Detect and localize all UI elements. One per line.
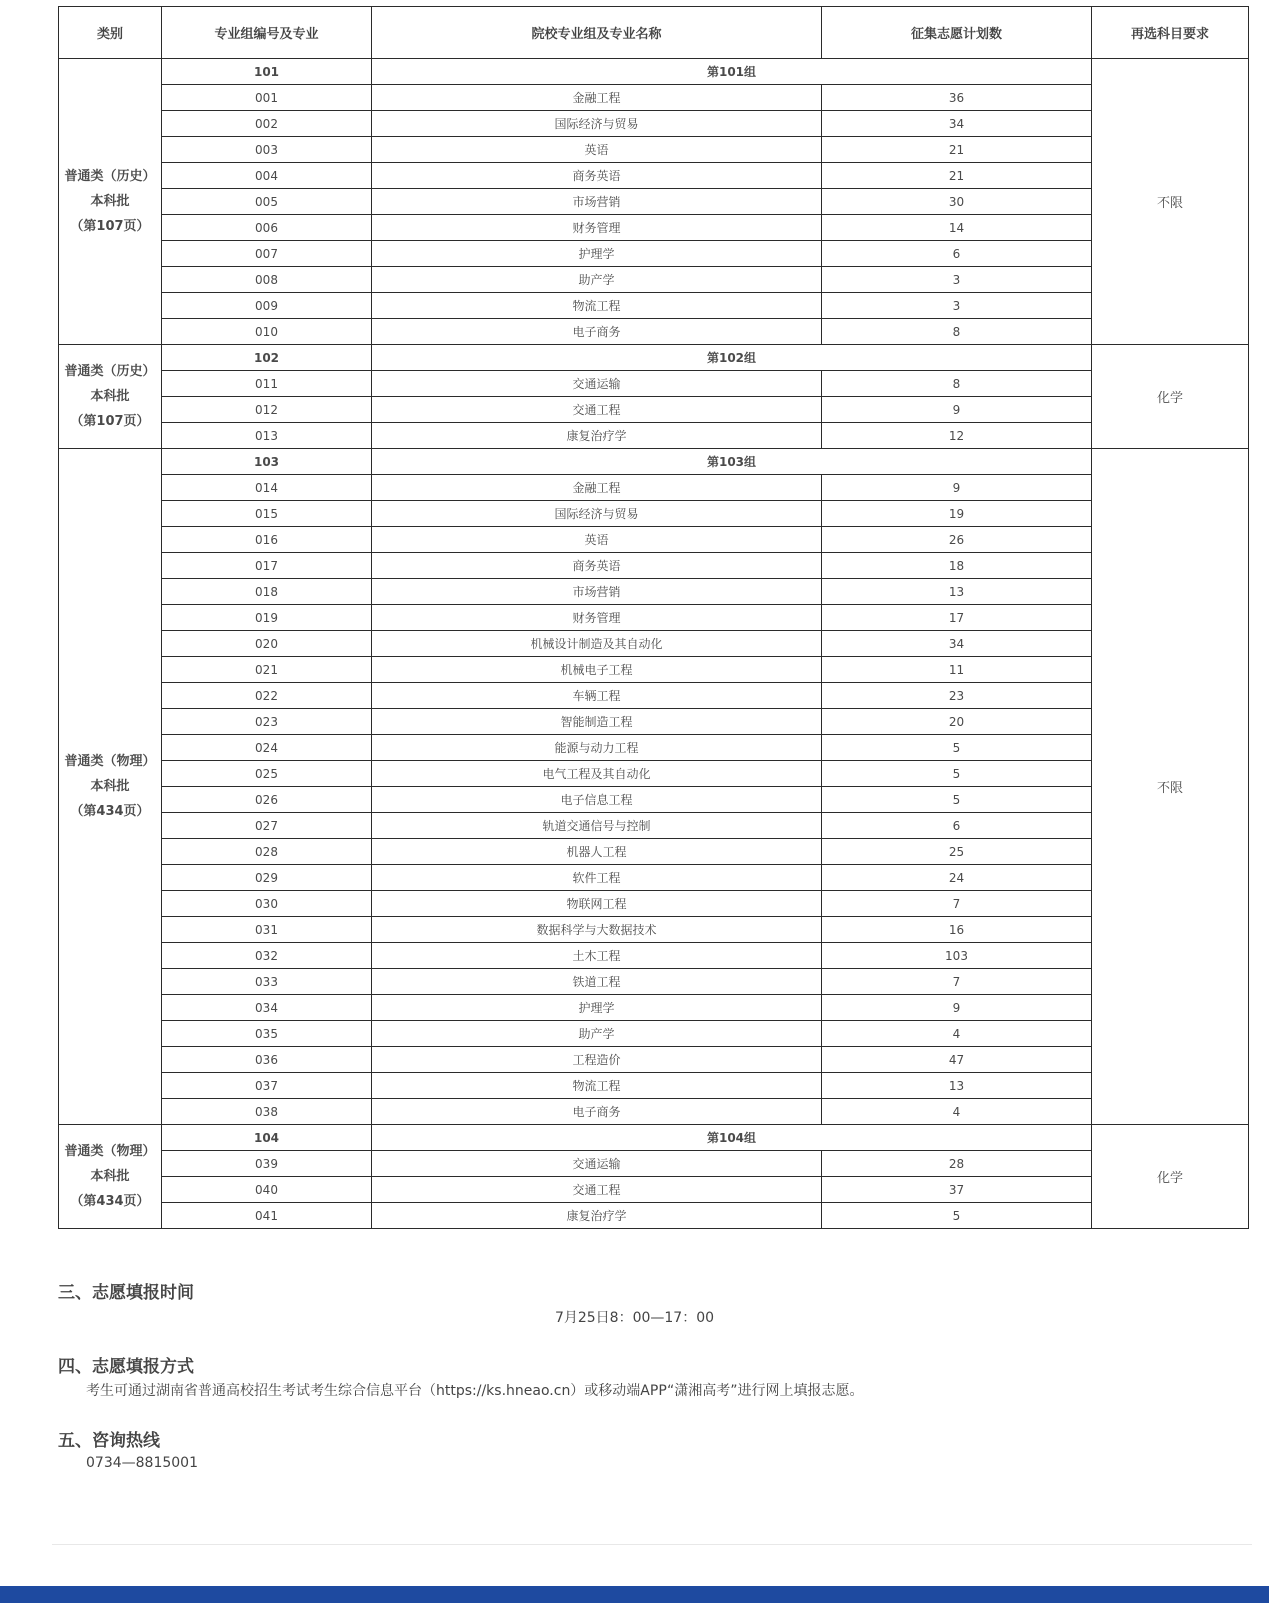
- table-row: [59, 631, 1249, 657]
- group-header-row: [59, 449, 1249, 475]
- major-name: 市场营销: [372, 189, 822, 215]
- group-code: 102: [162, 345, 372, 371]
- plan-count: 5: [822, 787, 1092, 813]
- table-row: [59, 527, 1249, 553]
- category-cell: [59, 1125, 162, 1229]
- table-row: [59, 267, 1249, 293]
- plan-count: 25: [822, 839, 1092, 865]
- plan-count: 3: [822, 293, 1092, 319]
- table-row: [59, 839, 1249, 865]
- subject-requirement: 不限: [1092, 449, 1249, 1125]
- major-name: 软件工程: [372, 865, 822, 891]
- major-name: 英语: [372, 137, 822, 163]
- plan-count: 24: [822, 865, 1092, 891]
- major-name: 智能制造工程: [372, 709, 822, 735]
- major-name: 交通运输: [372, 1151, 822, 1177]
- plan-count: 7: [822, 891, 1092, 917]
- major-name: 市场营销: [372, 579, 822, 605]
- major-code: 033: [162, 969, 372, 995]
- major-name: 金融工程: [372, 85, 822, 111]
- table-row: [59, 813, 1249, 839]
- group-code: 101: [162, 59, 372, 85]
- category-line: 本科批: [90, 389, 130, 404]
- table-row: [59, 215, 1249, 241]
- table-row: [59, 943, 1249, 969]
- category-cell: [59, 345, 162, 449]
- category-line: （第107页）: [70, 219, 150, 234]
- header-major-name: 院校专业组及专业名称: [372, 7, 822, 59]
- plan-count: 47: [822, 1047, 1092, 1073]
- major-code: 039: [162, 1151, 372, 1177]
- major-code: 027: [162, 813, 372, 839]
- plan-count: 16: [822, 917, 1092, 943]
- table-row: [59, 1047, 1249, 1073]
- plan-count: 6: [822, 813, 1092, 839]
- category-cell: [59, 59, 162, 345]
- plan-count: 6: [822, 241, 1092, 267]
- table-row: [59, 969, 1249, 995]
- major-name: 交通工程: [372, 397, 822, 423]
- major-name: 商务英语: [372, 163, 822, 189]
- group-name: 第104组: [372, 1125, 1092, 1151]
- table-header-row: [59, 7, 1249, 59]
- major-name: 铁道工程: [372, 969, 822, 995]
- section-time-text: 7月25日8：00—17：00: [554, 1310, 715, 1326]
- table-row: [59, 137, 1249, 163]
- plan-count: 12: [822, 423, 1092, 449]
- major-code: 032: [162, 943, 372, 969]
- major-name: 财务管理: [372, 215, 822, 241]
- plan-count: 20: [822, 709, 1092, 735]
- major-code: 030: [162, 891, 372, 917]
- group-header-row: [59, 345, 1249, 371]
- table-row: [59, 1151, 1249, 1177]
- major-code: 018: [162, 579, 372, 605]
- header-category: 类别: [59, 7, 162, 59]
- category-line: （第434页）: [70, 1194, 150, 1209]
- major-name: 财务管理: [372, 605, 822, 631]
- plan-count: 7: [822, 969, 1092, 995]
- major-name: 康复治疗学: [372, 423, 822, 449]
- table-body: [59, 59, 1249, 1229]
- major-name: 交通工程: [372, 1177, 822, 1203]
- table-row: [59, 1073, 1249, 1099]
- table-row: [59, 371, 1249, 397]
- table-row: [59, 423, 1249, 449]
- major-name: 能源与动力工程: [372, 735, 822, 761]
- table-row: [59, 787, 1249, 813]
- table-row: [59, 917, 1249, 943]
- major-code: 028: [162, 839, 372, 865]
- category-cell: [59, 449, 162, 1125]
- major-code: 024: [162, 735, 372, 761]
- table-row: [59, 293, 1249, 319]
- plan-count: 3: [822, 267, 1092, 293]
- plan-count: 17: [822, 605, 1092, 631]
- major-code: 007: [162, 241, 372, 267]
- table-row: [59, 657, 1249, 683]
- major-name: 轨道交通信号与控制: [372, 813, 822, 839]
- plan-count: 4: [822, 1021, 1092, 1047]
- major-code: 013: [162, 423, 372, 449]
- major-code: 015: [162, 501, 372, 527]
- category-line: 普通类（物理）: [64, 1144, 156, 1159]
- major-name: 护理学: [372, 995, 822, 1021]
- category-line: 本科批: [90, 1169, 130, 1184]
- category-line: （第107页）: [70, 414, 150, 429]
- table-row: [59, 605, 1249, 631]
- major-name: 电子信息工程: [372, 787, 822, 813]
- header-subject-requirement: 再选科目要求: [1092, 7, 1249, 59]
- major-name: 物流工程: [372, 293, 822, 319]
- table-row: [59, 501, 1249, 527]
- major-code: 014: [162, 475, 372, 501]
- major-code: 020: [162, 631, 372, 657]
- plan-count: 19: [822, 501, 1092, 527]
- major-name: 助产学: [372, 1021, 822, 1047]
- major-name: 机器人工程: [372, 839, 822, 865]
- major-name: 护理学: [372, 241, 822, 267]
- major-name: 机械电子工程: [372, 657, 822, 683]
- major-code: 001: [162, 85, 372, 111]
- category-line: 普通类（历史）: [64, 169, 156, 184]
- major-name: 交通运输: [372, 371, 822, 397]
- major-name: 国际经济与贸易: [372, 501, 822, 527]
- plan-count: 28: [822, 1151, 1092, 1177]
- major-name: 电子商务: [372, 319, 822, 345]
- table-row: [59, 85, 1249, 111]
- category-line: 本科批: [90, 194, 130, 209]
- major-name: 工程造价: [372, 1047, 822, 1073]
- table-row: [59, 1099, 1249, 1125]
- major-code: 040: [162, 1177, 372, 1203]
- table-row: [59, 1177, 1249, 1203]
- footer-bar: [0, 1586, 1269, 1603]
- major-name: 英语: [372, 527, 822, 553]
- table-row: [59, 579, 1249, 605]
- major-code: 005: [162, 189, 372, 215]
- major-code: 004: [162, 163, 372, 189]
- major-code: 006: [162, 215, 372, 241]
- group-code: 103: [162, 449, 372, 475]
- plan-count: 8: [822, 371, 1092, 397]
- major-code: 038: [162, 1099, 372, 1125]
- section-time-title: 三、志愿填报时间: [58, 1283, 194, 1303]
- plan-count: 13: [822, 579, 1092, 605]
- table-row: [59, 475, 1249, 501]
- plan-count: 9: [822, 475, 1092, 501]
- major-name: 数据科学与大数据技术: [372, 917, 822, 943]
- major-name: 国际经济与贸易: [372, 111, 822, 137]
- major-code: 022: [162, 683, 372, 709]
- group-header-row: [59, 1125, 1249, 1151]
- subject-requirement: 化学: [1092, 345, 1249, 449]
- major-code: 036: [162, 1047, 372, 1073]
- plan-count: 5: [822, 1203, 1092, 1229]
- major-name: 商务英语: [372, 553, 822, 579]
- group-code: 104: [162, 1125, 372, 1151]
- major-code: 009: [162, 293, 372, 319]
- table-row: [59, 1203, 1249, 1229]
- header-plan-count: 征集志愿计划数: [822, 7, 1092, 59]
- major-code: 021: [162, 657, 372, 683]
- category-line: 普通类（历史）: [64, 364, 156, 379]
- plan-count: 21: [822, 137, 1092, 163]
- category-line: （第434页）: [70, 804, 150, 819]
- table-row: [59, 865, 1249, 891]
- major-code: 034: [162, 995, 372, 1021]
- section-method-text: 考生可通过湖南省普通高校招生考试考生综合信息平台（https://ks.hneao.cn）或移动端APP“潇湘高考”进行网上填报志愿。: [86, 1383, 864, 1399]
- plan-count: 14: [822, 215, 1092, 241]
- major-code: 019: [162, 605, 372, 631]
- plan-count: 5: [822, 735, 1092, 761]
- plan-count: 37: [822, 1177, 1092, 1203]
- category-line: 普通类（物理）: [64, 754, 156, 769]
- major-name: 助产学: [372, 267, 822, 293]
- table-row: [59, 241, 1249, 267]
- table-row: [59, 111, 1249, 137]
- plan-count: 5: [822, 761, 1092, 787]
- table-row: [59, 189, 1249, 215]
- table-row: [59, 995, 1249, 1021]
- section-method-title: 四、志愿填报方式: [58, 1357, 194, 1377]
- plan-count: 36: [822, 85, 1092, 111]
- major-name: 电气工程及其自动化: [372, 761, 822, 787]
- major-code: 035: [162, 1021, 372, 1047]
- plan-count: 13: [822, 1073, 1092, 1099]
- major-code: 011: [162, 371, 372, 397]
- major-name: 电子商务: [372, 1099, 822, 1125]
- table-row: [59, 553, 1249, 579]
- major-code: 026: [162, 787, 372, 813]
- plan-count: 21: [822, 163, 1092, 189]
- major-code: 037: [162, 1073, 372, 1099]
- plan-count: 34: [822, 111, 1092, 137]
- header-group-code: 专业组编号及专业: [162, 7, 372, 59]
- section-hotline-title: 五、咨询热线: [58, 1431, 160, 1451]
- major-code: 041: [162, 1203, 372, 1229]
- table-row: [59, 683, 1249, 709]
- major-code: 003: [162, 137, 372, 163]
- major-name: 金融工程: [372, 475, 822, 501]
- plan-count: 11: [822, 657, 1092, 683]
- table-row: [59, 397, 1249, 423]
- group-name: 第103组: [372, 449, 1092, 475]
- major-name: 机械设计制造及其自动化: [372, 631, 822, 657]
- table-row: [59, 735, 1249, 761]
- plan-count: 26: [822, 527, 1092, 553]
- major-code: 012: [162, 397, 372, 423]
- group-header-row: [59, 59, 1249, 85]
- group-name: 第101组: [372, 59, 1092, 85]
- major-code: 023: [162, 709, 372, 735]
- group-name: 第102组: [372, 345, 1092, 371]
- recruitment-plan-table: [58, 6, 1249, 1229]
- hotline-number: 0734—8815001: [86, 1455, 198, 1471]
- plan-count: 23: [822, 683, 1092, 709]
- major-code: 031: [162, 917, 372, 943]
- table-row: [59, 1021, 1249, 1047]
- category-line: 本科批: [90, 779, 130, 794]
- plan-count: 30: [822, 189, 1092, 215]
- plan-count: 9: [822, 995, 1092, 1021]
- table-row: [59, 163, 1249, 189]
- table-row: [59, 319, 1249, 345]
- plan-count: 8: [822, 319, 1092, 345]
- plan-count: 9: [822, 397, 1092, 423]
- major-name: 物联网工程: [372, 891, 822, 917]
- major-name: 康复治疗学: [372, 1203, 822, 1229]
- major-name: 物流工程: [372, 1073, 822, 1099]
- major-code: 025: [162, 761, 372, 787]
- footer-divider: [52, 1544, 1252, 1545]
- major-name: 车辆工程: [372, 683, 822, 709]
- plan-count: 103: [822, 943, 1092, 969]
- major-code: 017: [162, 553, 372, 579]
- subject-requirement: 不限: [1092, 59, 1249, 345]
- plan-count: 18: [822, 553, 1092, 579]
- table-row: [59, 761, 1249, 787]
- major-code: 010: [162, 319, 372, 345]
- plan-count: 4: [822, 1099, 1092, 1125]
- major-code: 008: [162, 267, 372, 293]
- table-row: [59, 709, 1249, 735]
- table-row: [59, 891, 1249, 917]
- plan-count: 34: [822, 631, 1092, 657]
- major-code: 029: [162, 865, 372, 891]
- subject-requirement: 化学: [1092, 1125, 1249, 1229]
- major-code: 016: [162, 527, 372, 553]
- major-code: 002: [162, 111, 372, 137]
- major-name: 土木工程: [372, 943, 822, 969]
